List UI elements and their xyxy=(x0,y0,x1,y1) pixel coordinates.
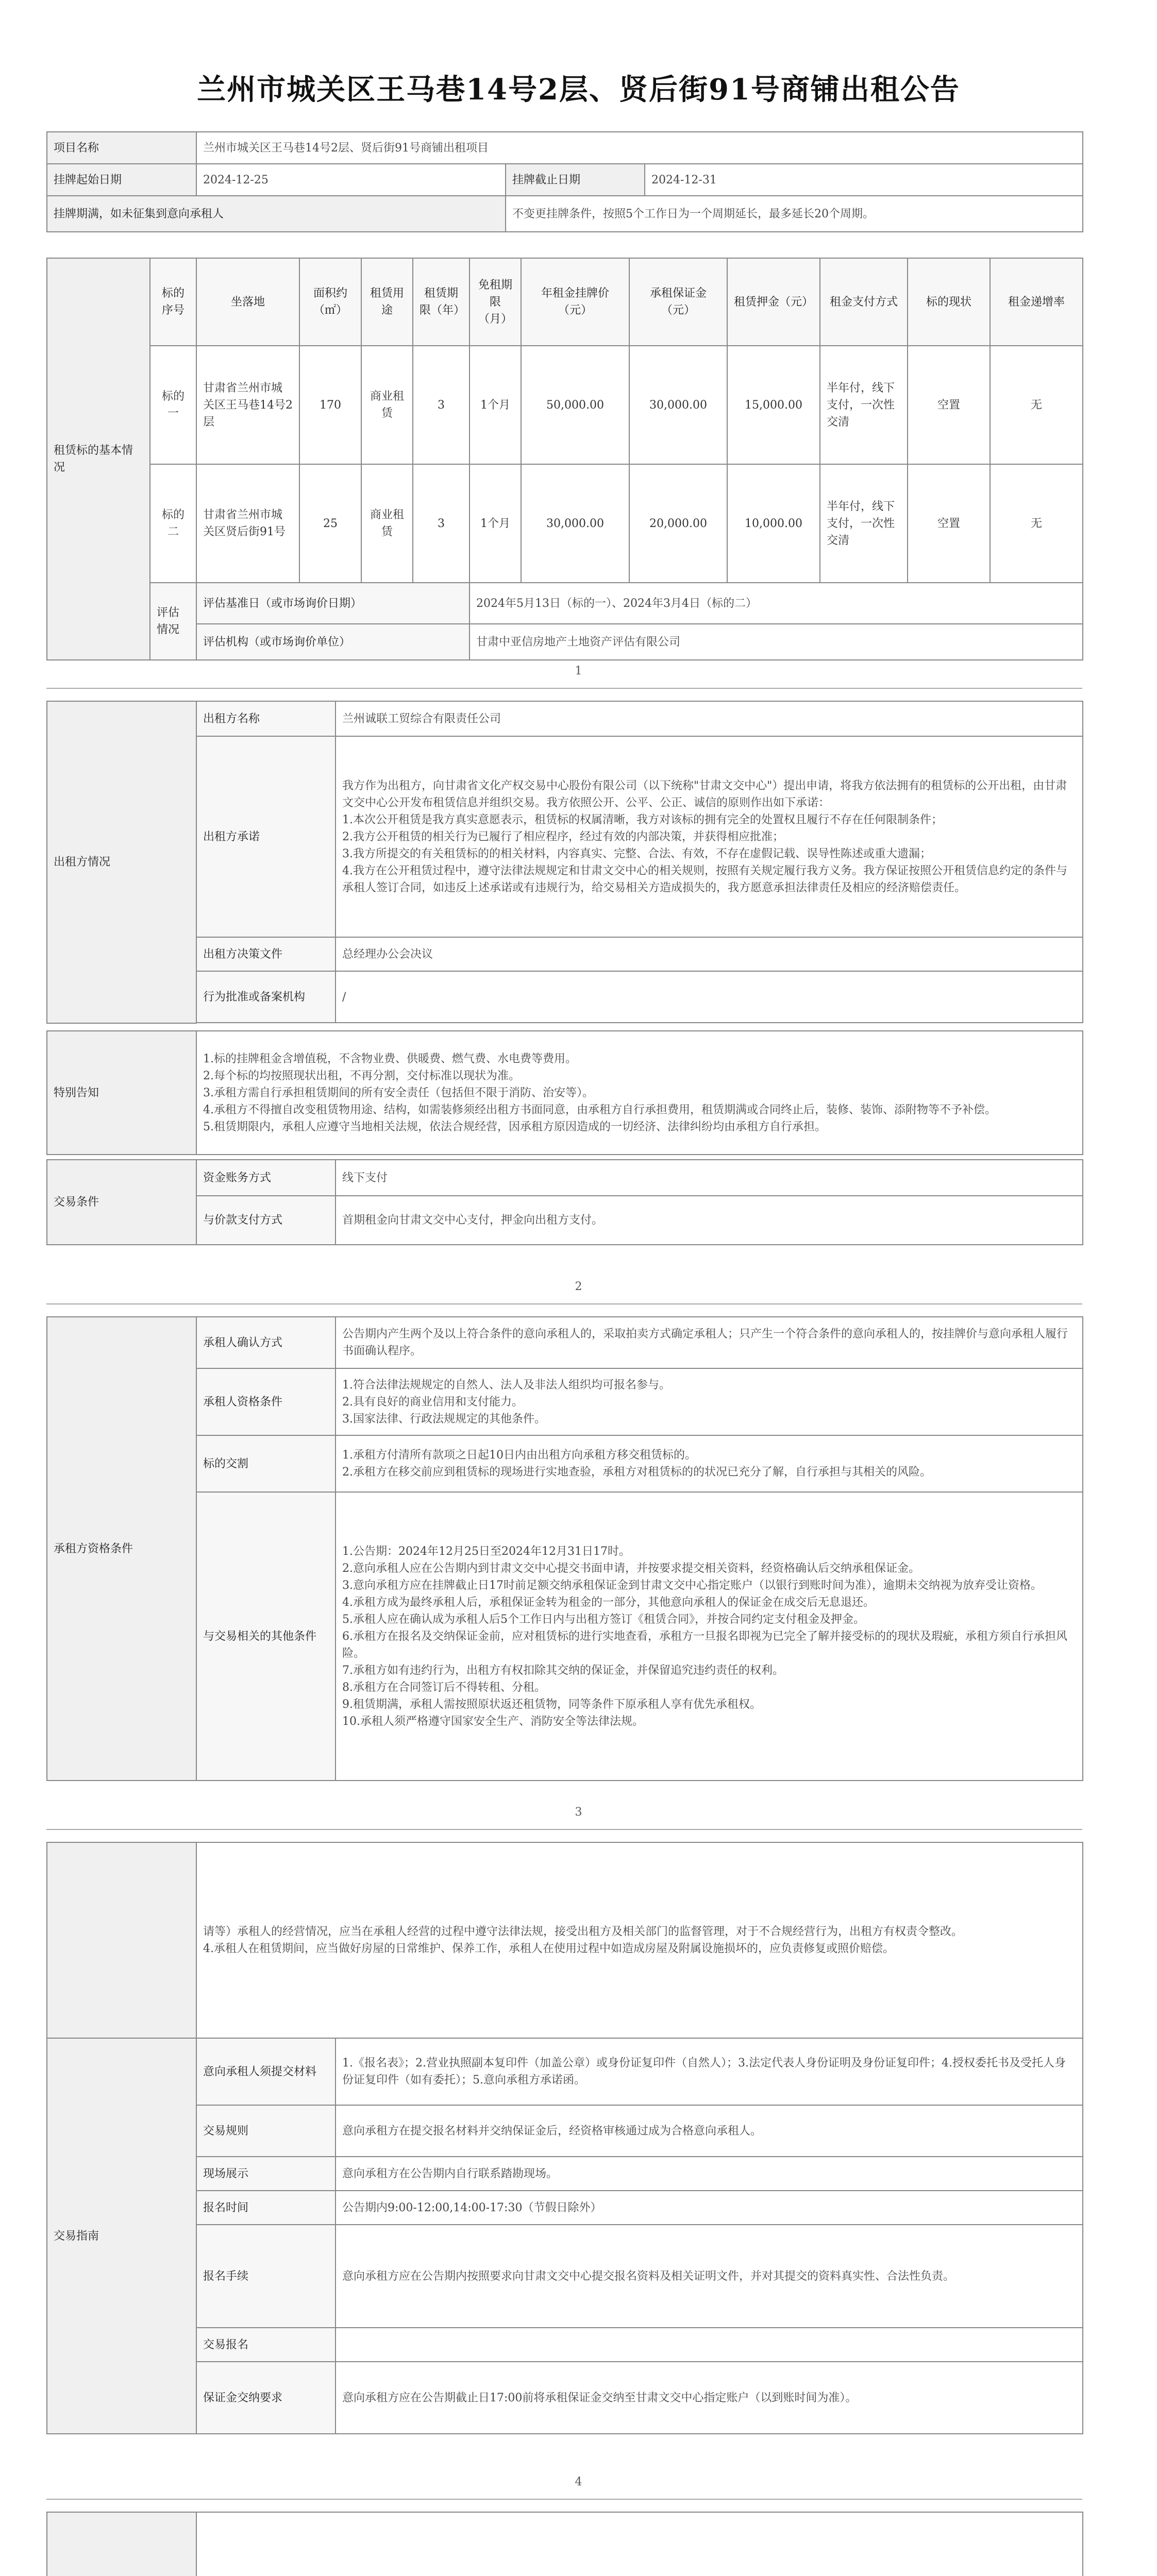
cell: 标的二 xyxy=(150,464,196,583)
header-cell: 承租保证金（元） xyxy=(629,258,727,346)
page-number: 1 xyxy=(575,665,582,677)
guide-label: 交易指南 xyxy=(47,2038,196,2434)
lessor-section-label: 出租方情况 xyxy=(47,701,196,1023)
cell: 3 xyxy=(413,346,469,464)
cell: 无 xyxy=(990,346,1083,464)
lot-label: 标的交割 xyxy=(196,1435,336,1492)
header-cell: 坐落地 xyxy=(196,258,299,346)
conditions-label: 交易条件 xyxy=(47,1160,196,1245)
cell: 25 xyxy=(299,464,361,583)
cell: 20,000.00 xyxy=(629,464,727,583)
deposit: 意向承租方应在公告期截止日17:00前将承租保证金交纳至甘肃文交中心指定账户（以到账时间为准）。 xyxy=(336,2362,1083,2434)
site-label: 现场展示 xyxy=(196,2157,336,2191)
site: 意向承租方在公告期内自行联系踏勘现场。 xyxy=(336,2157,1083,2191)
header-cell: 免租期限（月） xyxy=(469,258,521,346)
hand-label: 报名手续 xyxy=(196,2225,336,2328)
cell: 甘肃省兰州市城关区王马巷14号2层 xyxy=(196,346,299,464)
price: 首期租金向甘肃文交中心支付，押金向出租方支付。 xyxy=(336,1196,1083,1245)
end-date: 2024-12-31 xyxy=(645,164,1083,196)
lessee-table xyxy=(46,1316,1083,1781)
cell: 30,000.00 xyxy=(629,346,727,464)
eval-date-label: 评估基准日（或市场询价日期） xyxy=(196,583,469,624)
price-label: 与价款支付方式 xyxy=(196,1196,336,1245)
header-cell: 租赁期限（年） xyxy=(413,258,469,346)
mode: 意向承租方在提交报名材料并交纳保证金后，经资格审核通过成为合格意向承租人。 xyxy=(336,2105,1083,2157)
cell: 半年付，线下支付，一次性交清 xyxy=(820,346,908,464)
lessee-label: 承租方资格条件 xyxy=(47,1317,196,1781)
start-date: 2024-12-25 xyxy=(196,164,506,196)
table-row xyxy=(47,346,1083,464)
cell: 15,000.00 xyxy=(727,346,820,464)
time-label: 报名时间 xyxy=(196,2191,336,2225)
notice-cont: 请等）承租人的经营情况，应当在承租人经营的过程中遵守法律法规，接受出租方及相关部门的监督管理，对于不合规经营行为，出租方有权责令整改。 4.承租人在租赁期间，应当做好房屋的日常维护、保养工作，承租人在使用过程中如造成房屋及附属设施损坏的，应负责修复或照价赔偿。 xyxy=(196,1842,1083,2038)
page-number: 2 xyxy=(575,1280,582,1293)
page4-table xyxy=(46,2512,1083,2576)
time: 公告期内9:00-12:00,14:00-17:30（节假日除外） xyxy=(336,2191,1083,2225)
table-row xyxy=(47,464,1083,583)
period-text: 不变更挂牌条件，按照5个工作日为一个周期延长，最多延长20个周期。 xyxy=(506,196,1083,232)
page-divider xyxy=(46,2499,1082,2500)
decision: 总经理办公会决议 xyxy=(336,937,1083,971)
conditions-table xyxy=(46,1159,1083,1245)
page-number: 3 xyxy=(575,1806,582,1819)
lot: 1.承租方付清所有款项之日起10日内由出租方向承租方移交租赁标的。 2.承租方在移交前应到租赁标的现场进行实地查验，承租方对租赁标的的状况已充分了解，自行承担与其相关的风险。 xyxy=(336,1435,1083,1492)
special-table xyxy=(46,1030,1083,1155)
subject-section-label: 租赁标的基本情况 xyxy=(47,258,150,660)
cell: 标的一 xyxy=(150,346,196,464)
cell: 1个月 xyxy=(469,464,521,583)
cell: 1个月 xyxy=(469,346,521,464)
special-label: 特别告知 xyxy=(47,1031,196,1155)
page-divider xyxy=(46,688,1082,689)
confirm: 公告期内产生两个及以上符合条件的意向承租人的，采取拍卖方式确定承租人；只产生一个符合条件的意向承租人的，按挂牌价与意向承租人履行书面确认程序。 xyxy=(336,1317,1083,1368)
cell: 商业租赁 xyxy=(361,464,413,583)
cell: 无 xyxy=(990,464,1083,583)
eval-date: 2024年5月13日（标的一）、2024年3月4日（标的二） xyxy=(469,583,1083,624)
eval-org-label: 评估机构（或市场询价单位） xyxy=(196,624,469,660)
fund-label: 资金账务方式 xyxy=(196,1160,336,1196)
cell: 30,000.00 xyxy=(521,464,629,583)
subject-table xyxy=(46,258,1083,660)
header-cell: 年租金挂牌价（元） xyxy=(521,258,629,346)
terms: 1.公告期：2024年12月25日至2024年12月31日17时。 2.意向承租人应在公告期内到甘肃文交中心提交书面申请，并按要求提交相关资料，经资格确认后交纳承租保证金。 3.意向承租方应在挂牌截止日17时前足额交纳承租保证金到甘肃文交中心指定账户（以银行到账时间为准），逾期未交纳视为放弃受让资格。 4.承租方成为最终承租人后，承租保证金转为租金的一部分，其他意向承租人的保证金在成交后无息退还。 5.承租人应在确认成为承租人后5个工作日内与出租方签订《租赁合同》，并按合同约定支付租金及押金。 6.承租方在报名及交纳保证金前，应对租赁标的进行实地查看，承租方一旦报名即视为已完全了解并接受标的的现状及瑕疵，承租方须自行承担风险。 7.承租方如有违约行为，出租方有权扣除其交纳的保证金，并保留追究违约责任的权利。 8.承租方在合同签订后不得转租、分租。 9.租赁期满，承租人需按照原状返还租赁物，同等条件下原承租人享有优先承租权。 10.承租人须严格遵守国家安全生产、消防安全等法律法规。 xyxy=(336,1492,1083,1781)
decision-label: 出租方决策文件 xyxy=(196,937,336,971)
cell: 半年付，线下支付，一次性交清 xyxy=(820,464,908,583)
project-name-label: 项目名称 xyxy=(47,132,196,164)
special-text: 1.标的挂牌租金含增值税，不含物业费、供暖费、燃气费、水电费等费用。 2.每个标的均按照现状出租，不再分割，交付标准以现状为准。 3.承租方需自行承担租赁期间的所有安全责任（包括但不限于消防、治安等）。 4.承租方不得擅自改变租赁物用途、结构，如需装修须经出租方书面同意，由承租方自行承担费用，租赁期满或合同终止后，装修、装饰、添附物等不予补偿。 5.租赁期限内，承租人应遵守当地相关法规，依法合规经营，因承租方原因造成的一切经济、法律纠纷均由承租方自行承担。 xyxy=(196,1031,1083,1155)
intent: 1.《报名表》；2.营业执照副本复印件（加盖公章）或身份证复印件（自然人）；3.法定代表人身份证明及身份证复印件；4.授权委托书及受托人身份证复印件（如有委托）；5.意向承租方承诺函。 xyxy=(336,2038,1083,2105)
header-cell: 标的序号 xyxy=(150,258,196,346)
start-date-label: 挂牌起始日期 xyxy=(47,164,196,196)
header-cell: 租赁押金（元） xyxy=(727,258,820,346)
header-cell: 租金支付方式 xyxy=(820,258,908,346)
basic-info-table xyxy=(46,131,1083,232)
page-title: 兰州市城关区王马巷14号2层、贤后街91号商铺出租公告 xyxy=(197,73,960,107)
cell: 空置 xyxy=(908,346,990,464)
lessor-name-label: 出租方名称 xyxy=(196,701,336,736)
cell: 空置 xyxy=(908,464,990,583)
period-label: 挂牌期满，如未征集到意向承租人 xyxy=(47,196,506,232)
cell: 甘肃省兰州市城关区贤后街91号 xyxy=(196,464,299,583)
header-cell: 面积约（㎡） xyxy=(299,258,361,346)
header-cell: 租金递增率 xyxy=(990,258,1083,346)
cell: 50,000.00 xyxy=(521,346,629,464)
cell: 10,000.00 xyxy=(727,464,820,583)
qual: 1.符合法律法规规定的自然人、法人及非法人组织均可报名参与。 2.具有良好的商业信用和支付能力。 3.国家法律、行政法规规定的其他条件。 xyxy=(336,1368,1083,1435)
cell: 170 xyxy=(299,346,361,464)
hand: 意向承租方应在公告期内按照要求向甘肃文交中心提交报名资料及相关证明文件，并对其提交的资料真实性、合法性负责。 xyxy=(336,2225,1083,2328)
lessor-commit: 我方作为出租方，向甘肃省文化产权交易中心股份有限公司（以下统称"甘肃文交中心"）提出申请，将我方依法拥有的租赁标的公开出租，由甘肃文交中心公开发布租赁信息并组织交易。我方依照公开、公平、公正、诚信的原则作出如下承诺： 1.本次公开租赁是我方真实意愿表示，租赁标的权属清晰，我方对该标的拥有完全的处置权且履行不存在任何限制条件； 2.我方公开租赁的相关行为已履行了相应程序，经过有效的内部决策，并获得相应批准； 3.我方所提交的有关租赁标的的相关材料，内容真实、完整、合法、有效，不存在虚假记载、误导性陈述或重大遗漏； 4.我方在公开租赁过程中，遵守法律法规规定和甘肃文交中心的相关规则，按照有关规定履行我方义务。我方保证按照公开租赁信息约定的条件与承租人签订合同，如违反上述承诺或有违规行为，给交易相关方造成损失的，我方愿意承担法律责任及相应的经济赔偿责任。 xyxy=(336,736,1083,937)
end-date-label: 挂牌截止日期 xyxy=(506,164,645,196)
page-divider xyxy=(46,1829,1082,1830)
confirm-label: 承租人确认方式 xyxy=(196,1317,336,1368)
notice-cont-label xyxy=(47,1842,196,2038)
mode-label: 交易规则 xyxy=(196,2105,336,2157)
page-divider xyxy=(46,1303,1082,1304)
eval-org: 甘肃中亚信房地产土地资产评估有限公司 xyxy=(469,624,1083,660)
cell: 商业租赁 xyxy=(361,346,413,464)
page-number: 4 xyxy=(575,2476,582,2488)
fund: 线下支付 xyxy=(336,1160,1083,1196)
page3-table xyxy=(46,1842,1083,2434)
header-cell: 标的现状 xyxy=(908,258,990,346)
approval-label: 行为批准或备案机构 xyxy=(196,971,336,1023)
lessor-commit-label: 出租方承诺 xyxy=(196,736,336,937)
intent-label: 意向承租人须提交材料 xyxy=(196,2038,336,2105)
lessor-table xyxy=(46,701,1083,1024)
notice-4 xyxy=(196,2512,1083,2576)
submit-label: 交易报名 xyxy=(196,2328,336,2362)
eval-label: 评估情况 xyxy=(150,583,196,660)
deposit-label: 保证金交纳要求 xyxy=(196,2362,336,2434)
cell: 3 xyxy=(413,464,469,583)
header-cell: 租赁用途 xyxy=(361,258,413,346)
project-name: 兰州市城关区王马巷14号2层、贤后街91号商铺出租项目 xyxy=(196,132,1083,164)
lessor-name: 兰州诚联工贸综合有限责任公司 xyxy=(336,701,1083,736)
terms-label: 与交易相关的其他条件 xyxy=(196,1492,336,1781)
qual-label: 承租人资格条件 xyxy=(196,1368,336,1435)
approval: / xyxy=(336,971,1083,1023)
